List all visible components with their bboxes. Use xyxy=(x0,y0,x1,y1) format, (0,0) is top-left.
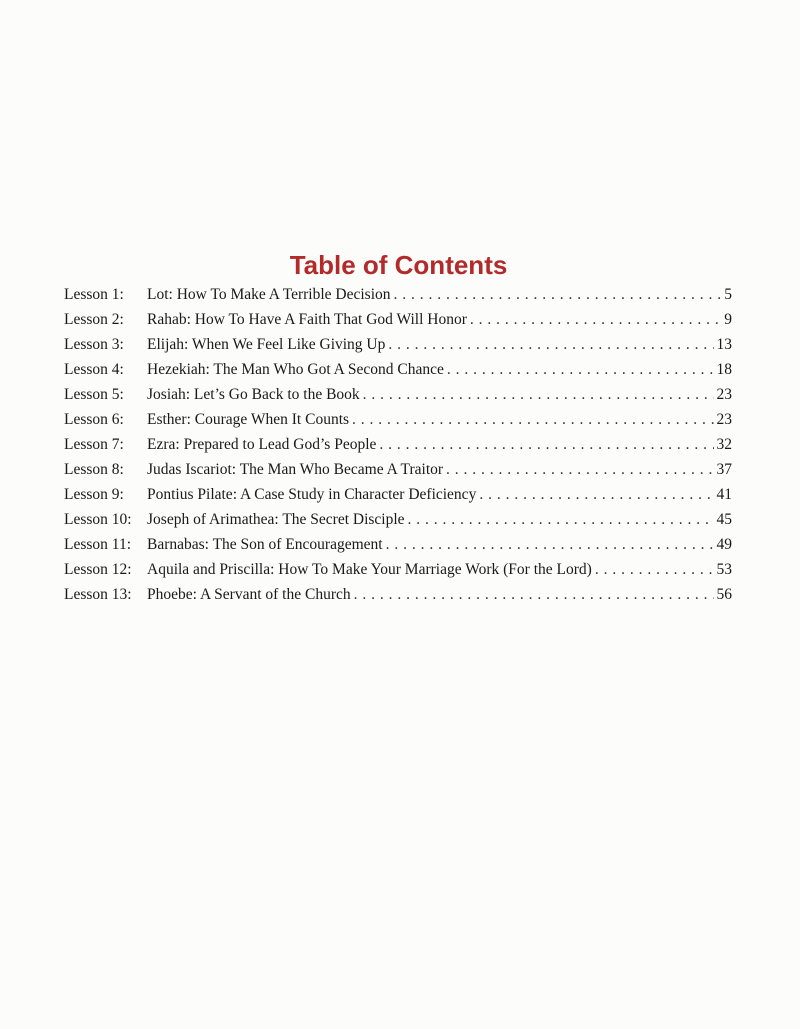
dot-leader xyxy=(352,407,713,432)
lesson-number: Lesson 6: xyxy=(64,411,124,428)
lesson-number: Lesson 5: xyxy=(64,386,124,403)
toc-entry xyxy=(64,282,732,307)
toc-entry xyxy=(64,332,732,357)
dot-leader xyxy=(446,457,713,482)
dot-leader xyxy=(379,432,713,457)
lesson-title: Joseph of Arimathea: The Secret Disciple xyxy=(147,511,405,528)
lesson-number: Lesson 2: xyxy=(64,311,124,328)
dot-leader xyxy=(408,507,714,532)
toc-list xyxy=(64,282,732,607)
page-number: 18 xyxy=(716,361,732,378)
lesson-title: Rahab: How To Have A Faith That God Will Honor xyxy=(147,311,467,328)
lesson-number: Lesson 3: xyxy=(64,336,124,353)
lesson-number: Lesson 11: xyxy=(64,536,132,553)
dot-leader xyxy=(470,307,721,332)
toc-entry xyxy=(64,557,732,582)
page-number: 45 xyxy=(716,511,732,528)
dot-leader xyxy=(394,282,722,307)
lesson-title: Hezekiah: The Man Who Got A Second Chance xyxy=(147,361,444,378)
toc-entry xyxy=(64,532,732,557)
page-number: 9 xyxy=(724,311,732,328)
lesson-title: Josiah: Let’s Go Back to the Book xyxy=(147,386,360,403)
dot-leader xyxy=(354,582,714,607)
lesson-number: Lesson 7: xyxy=(64,436,124,453)
dot-leader xyxy=(479,482,713,507)
lesson-title: Phoebe: A Servant of the Church xyxy=(147,586,351,603)
toc-entry xyxy=(64,457,732,482)
lesson-number: Lesson 9: xyxy=(64,486,124,503)
toc-entry xyxy=(64,357,732,382)
dot-leader xyxy=(363,382,714,407)
toc-entry xyxy=(64,382,732,407)
page-number: 23 xyxy=(716,386,732,403)
lesson-title: Lot: How To Make A Terrible Decision xyxy=(147,286,391,303)
page-number: 13 xyxy=(716,336,732,353)
lesson-title: Pontius Pilate: A Case Study in Character Deficiency xyxy=(147,486,477,503)
toc-entry xyxy=(64,482,732,507)
lesson-title: Esther: Courage When It Counts xyxy=(147,411,350,428)
dot-leader xyxy=(447,357,714,382)
page-title: Table of Contents xyxy=(289,250,508,280)
page-number: 37 xyxy=(716,461,732,478)
toc-entry xyxy=(64,507,732,532)
lesson-title: Elijah: When We Feel Like Giving Up xyxy=(147,336,386,353)
lesson-number: Lesson 1: xyxy=(64,286,124,303)
lesson-number: Lesson 10: xyxy=(64,511,132,528)
lesson-title: Ezra: Prepared to Lead God’s People xyxy=(147,436,377,453)
page-number: 56 xyxy=(716,586,732,603)
lesson-number: Lesson 13: xyxy=(64,586,132,603)
toc-entry xyxy=(64,432,732,457)
page-number: 32 xyxy=(716,436,732,453)
toc-entry xyxy=(64,407,732,432)
dot-leader xyxy=(386,532,714,557)
lesson-title: Aquila and Priscilla: How To Make Your Marriage Work (For the Lord) xyxy=(147,561,592,578)
page-number: 41 xyxy=(716,486,732,503)
dot-leader xyxy=(388,332,713,357)
lesson-number: Lesson 12: xyxy=(64,561,132,578)
dot-leader xyxy=(595,557,714,582)
page-number: 49 xyxy=(716,536,732,553)
toc-entry xyxy=(64,582,732,607)
page-number: 53 xyxy=(716,561,732,578)
lesson-number: Lesson 4: xyxy=(64,361,124,378)
lesson-title: Barnabas: The Son of Encouragement xyxy=(147,536,383,553)
lesson-title: Judas Iscariot: The Man Who Became A Traitor xyxy=(147,461,444,478)
page-number: 23 xyxy=(716,411,732,428)
toc-entry xyxy=(64,307,732,332)
lesson-number: Lesson 8: xyxy=(64,461,124,478)
page-number: 5 xyxy=(724,286,732,303)
